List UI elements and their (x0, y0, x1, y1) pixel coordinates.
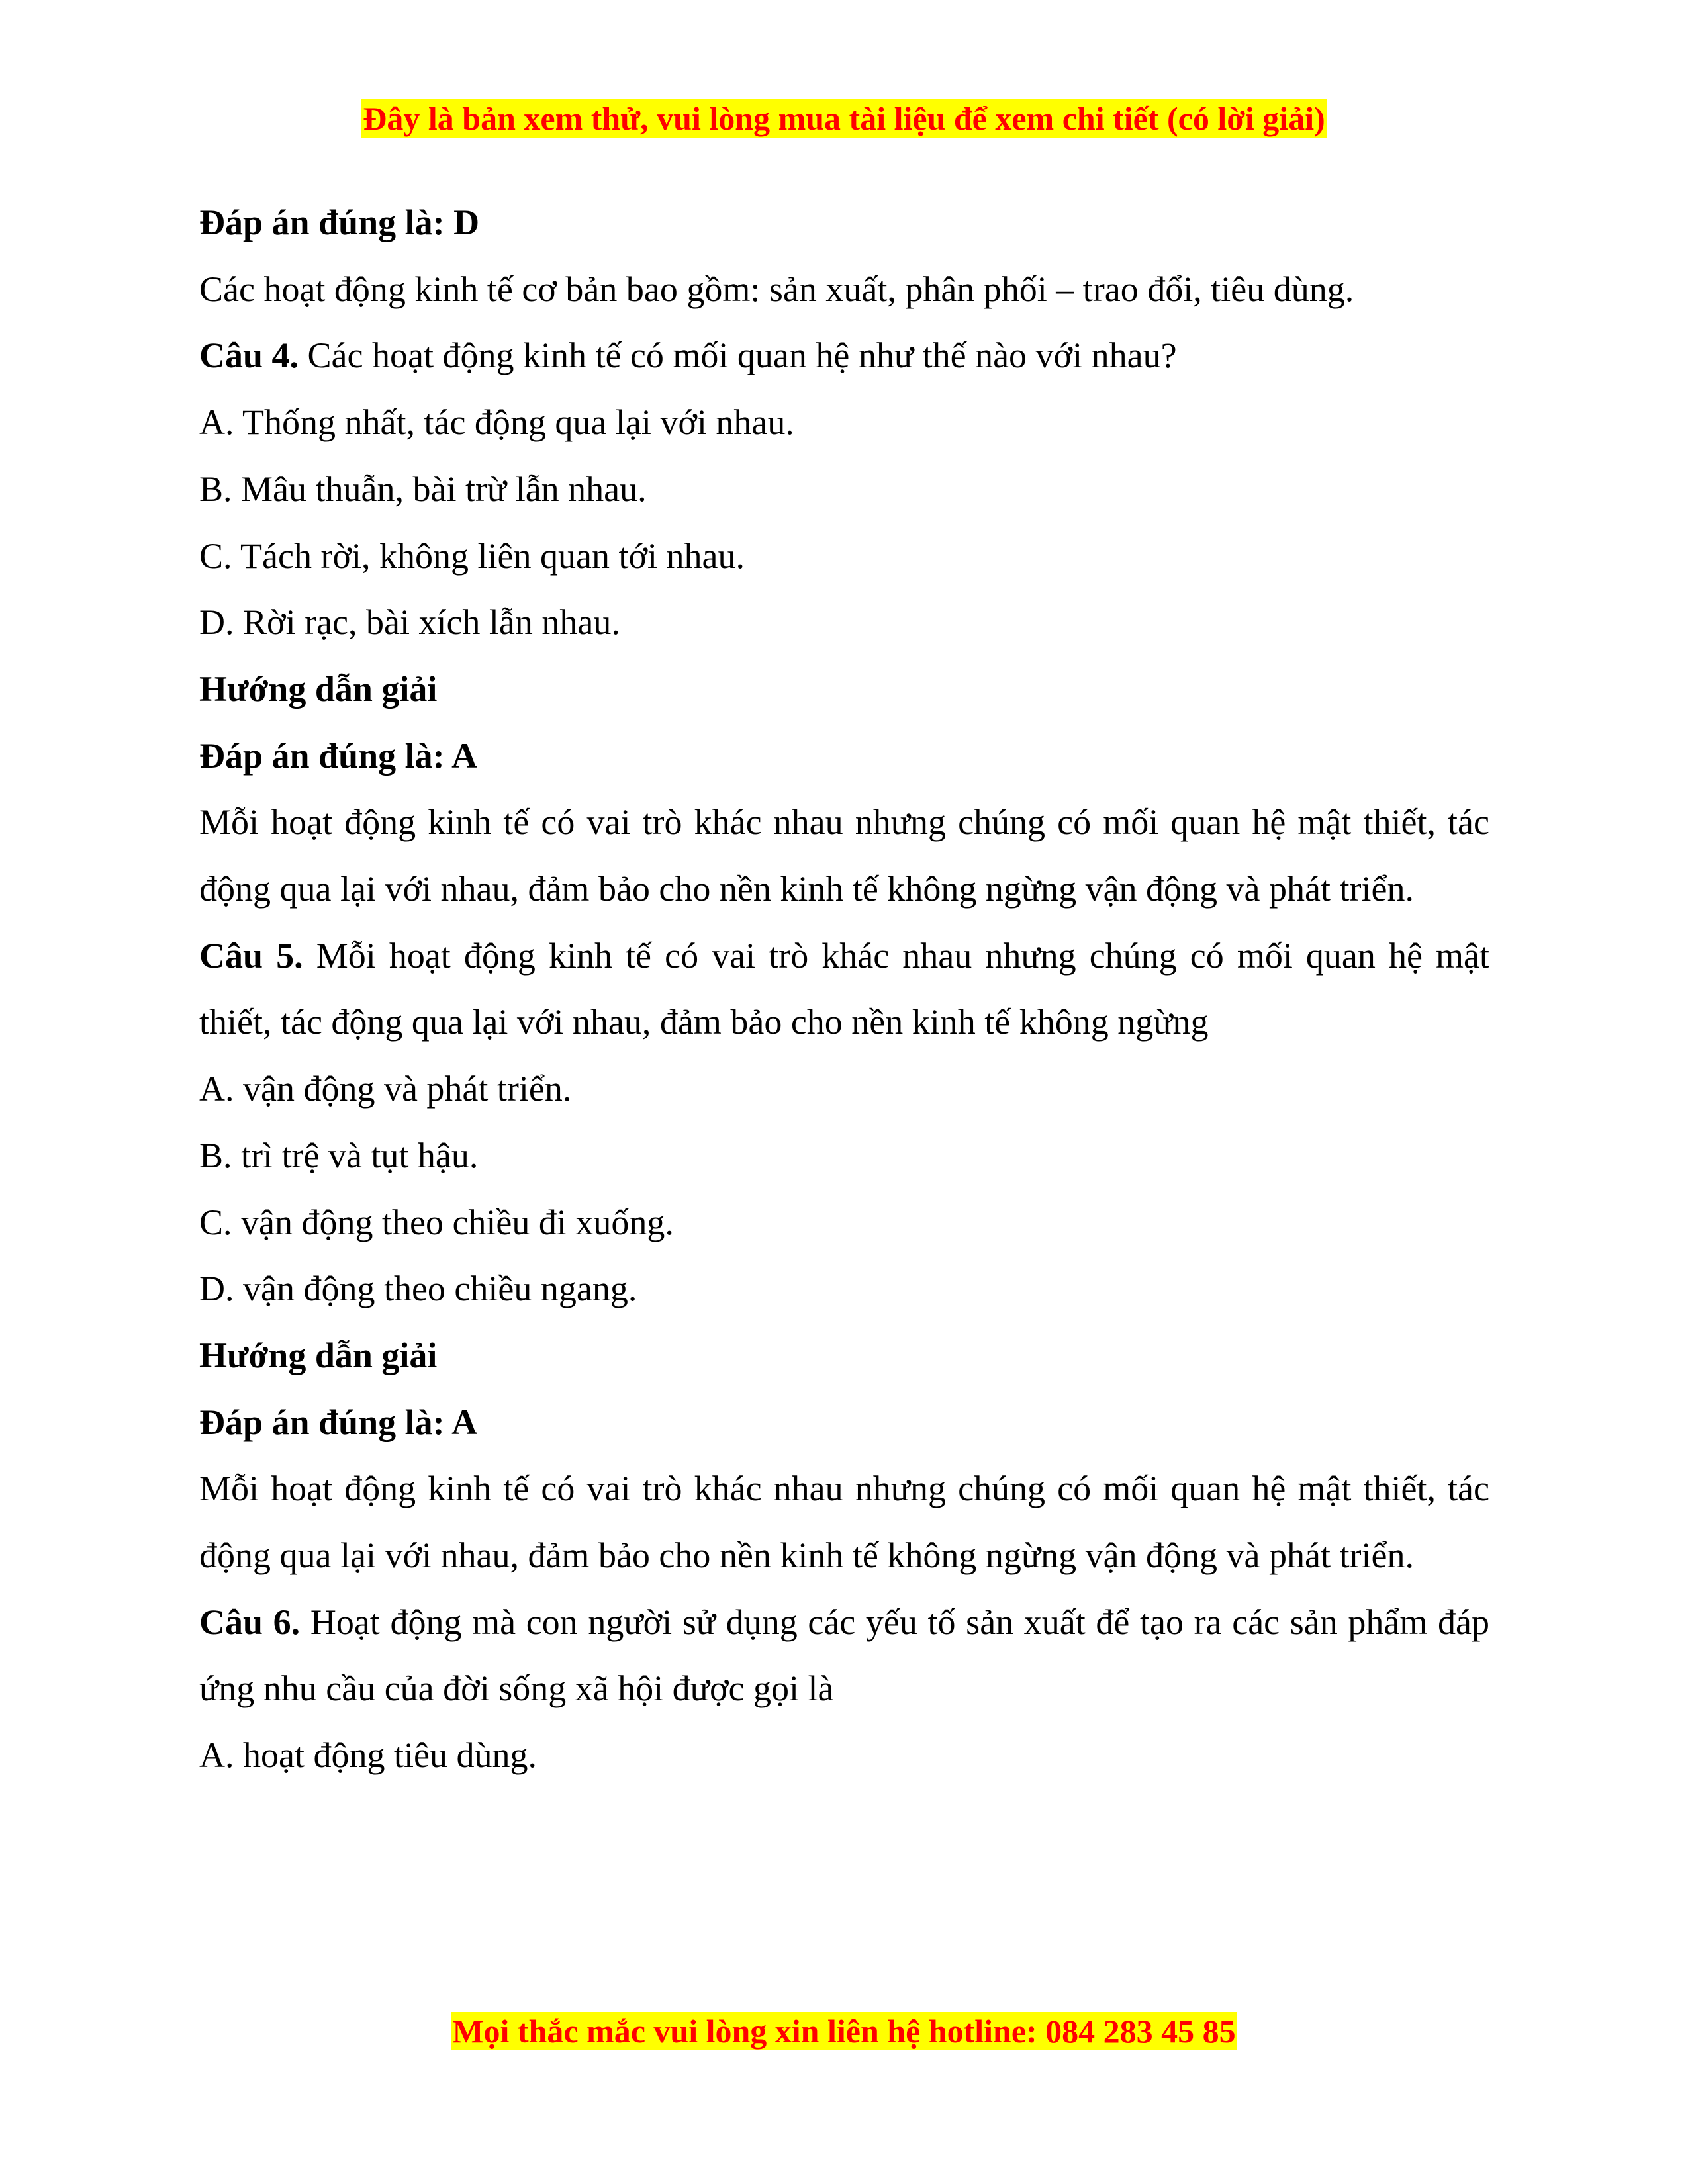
paragraph-text: D. vận động theo chiều ngang. (199, 1269, 637, 1309)
paragraph-text: Các hoạt động kinh tế cơ bản bao gồm: sản xuất, phân phối – trao đổi, tiêu dùng. (199, 269, 1354, 309)
text-paragraph (199, 523, 1489, 590)
text-paragraph (199, 1455, 1489, 1588)
text-paragraph (199, 1255, 1489, 1322)
text-paragraph (199, 389, 1489, 456)
paragraph-text: A. Thống nhất, tác động qua lại với nhau. (199, 402, 794, 443)
heading-paragraph (199, 656, 1489, 723)
paragraph-text: B. Mâu thuẫn, bài trừ lẫn nhau. (199, 469, 647, 509)
heading-paragraph (199, 189, 1489, 256)
paragraph-text: Mỗi hoạt động kinh tế có vai trò khác nhau nhưng chúng có mối quan hệ mật thiết, tác động qua lại với nhau, đảm bảo cho nền kinh tế không ngừng (199, 935, 1489, 1042)
text-paragraph (199, 1189, 1489, 1256)
hotline-text: Mọi thắc mắc vui lòng xin liên hệ hotline: 084 283 45 85 (452, 2013, 1236, 2050)
paragraph-text: B. trì trệ và tụt hậu. (199, 1135, 479, 1175)
paragraph-text: A. hoạt động tiêu dùng. (199, 1735, 537, 1776)
text-paragraph (199, 1122, 1489, 1189)
paragraph-text: Mỗi hoạt động kinh tế có vai trò khác nhau nhưng chúng có mối quan hệ mật thiết, tác động qua lại với nhau, đảm bảo cho nền kinh tế không ngừng vận động và phát triển. (199, 802, 1489, 909)
heading-paragraph (199, 1389, 1489, 1456)
bold-label: Câu 4. (199, 336, 299, 376)
bold-label: Hướng dẫn giải (199, 1335, 438, 1375)
text-paragraph (199, 456, 1489, 523)
bold-label: Câu 5. (199, 935, 303, 976)
question-paragraph (199, 923, 1489, 1056)
text-paragraph (199, 789, 1489, 922)
bold-label: Đáp án đúng là: D (199, 203, 480, 242)
preview-notice-text: Đây là bản xem thử, vui lòng mua tài liệu để xem chi tiết (có lời giải) (363, 100, 1325, 137)
bold-label: Câu 6. (199, 1602, 301, 1642)
heading-paragraph (199, 723, 1489, 790)
paragraph-text: C. vận động theo chiều đi xuống. (199, 1202, 674, 1242)
text-paragraph (199, 256, 1489, 323)
paragraph-text: Hoạt động mà con người sử dụng các yếu tố sản xuất để tạo ra các sản phẩm đáp ứng nhu cầu của đời sống xã hội được gọi là (199, 1602, 1490, 1709)
bold-label: Đáp án đúng là: A (199, 735, 478, 776)
heading-paragraph (199, 1322, 1489, 1389)
paragraph-text: D. Rời rạc, bài xích lẫn nhau. (199, 602, 620, 643)
preview-notice-banner (0, 99, 1688, 138)
document-body (199, 189, 1489, 1789)
paragraph-text: Các hoạt động kinh tế có mối quan hệ như thế nào với nhau? (299, 336, 1177, 376)
text-paragraph (199, 1056, 1489, 1122)
paragraph-text: C. Tách rời, không liên quan tới nhau. (199, 535, 745, 576)
bold-label: Đáp án đúng là: A (199, 1402, 478, 1442)
question-paragraph (199, 1589, 1489, 1722)
text-paragraph (199, 589, 1489, 656)
bold-label: Hướng dẫn giải (199, 668, 438, 709)
hotline-banner (0, 2012, 1688, 2050)
question-paragraph (199, 322, 1489, 389)
paragraph-text: Mỗi hoạt động kinh tế có vai trò khác nhau nhưng chúng có mối quan hệ mật thiết, tác động qua lại với nhau, đảm bảo cho nền kinh tế không ngừng vận động và phát triển. (199, 1469, 1489, 1576)
text-paragraph (199, 1722, 1489, 1789)
paragraph-text: A. vận động và phát triển. (199, 1069, 572, 1109)
